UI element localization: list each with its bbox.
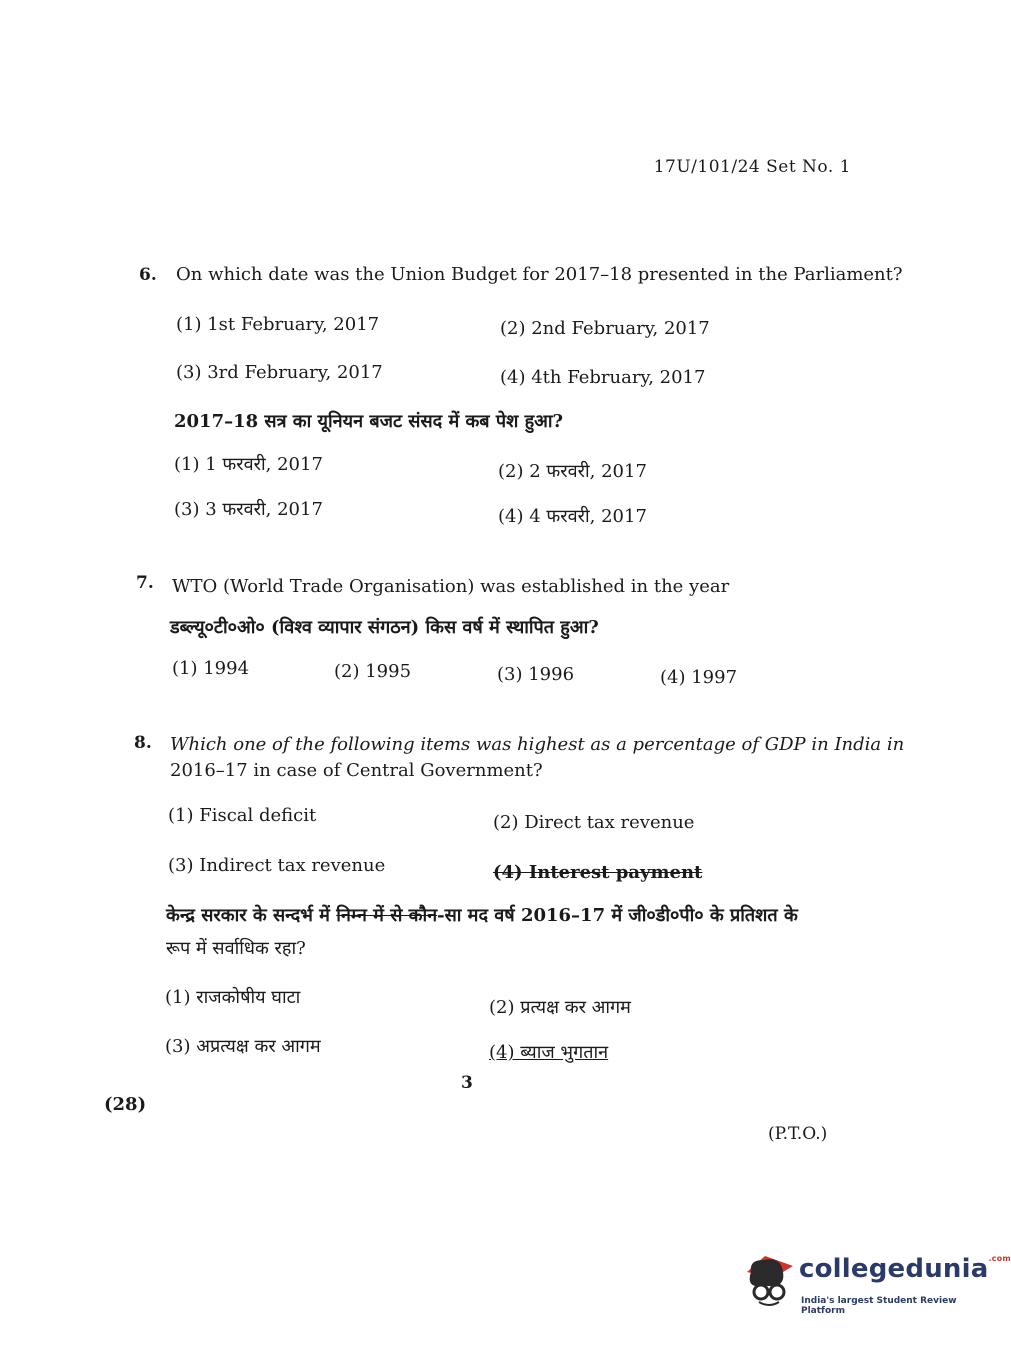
- question-8-hindi-text-line-1: [166, 903, 798, 927]
- pto-label: (P.T.O.): [768, 1124, 828, 1144]
- q8-hindi-option-2: (2) प्रत्यक्ष कर आगम: [489, 997, 631, 1018]
- question-6-hindi-text: 2017–18 सत्र का यूनियन बजट संसद में कब पेश हुआ?: [174, 411, 564, 432]
- q7-option-1: (1) 1994: [172, 658, 250, 679]
- question-6-text: On which date was the Union Budget for 2017–18 presented in the Parliament?: [176, 264, 903, 285]
- q8-hindi-option-4: (4) ब्याज भुगतान: [489, 1042, 609, 1063]
- question-7-hindi-text: डब्ल्यू०टी०ओ० (विश्व व्यापार संगठन) किस वर्ष में स्थापित हुआ?: [170, 617, 599, 638]
- mascot-logo-icon: [741, 1250, 797, 1310]
- question-8-number: 8.: [134, 733, 152, 753]
- q6-option-3: (3) 3rd February, 2017: [176, 362, 383, 383]
- q6-option-4: (4) 4th February, 2017: [500, 367, 706, 388]
- q8-option-2: (2) Direct tax revenue: [493, 812, 695, 833]
- question-8-text-line-1: Which one of the following items was highest as a percentage of GDP in India in: [170, 734, 905, 755]
- q6-option-2: (2) 2nd February, 2017: [500, 318, 710, 339]
- q7-option-3: (3) 1996: [497, 664, 575, 685]
- q6-hindi-option-3: (3) 3 फरवरी, 2017: [174, 499, 323, 520]
- q6-hindi-option-2: (2) 2 फरवरी, 2017: [498, 461, 647, 482]
- q8-option-3: (3) Indirect tax revenue: [168, 855, 386, 876]
- q7-option-2: (2) 1995: [334, 661, 412, 682]
- q8-hindi-option-1: (1) राजकोषीय घाटा: [165, 987, 301, 1008]
- question-7-number: 7.: [136, 573, 154, 593]
- brand-tagline: India's largest Student Review Platform: [801, 1296, 957, 1316]
- q7-option-4: (4) 1997: [660, 667, 738, 688]
- page-number: 3: [461, 1073, 473, 1093]
- question-8-hindi-text-line-2: रूप में सर्वाधिक रहा?: [166, 938, 306, 959]
- q8-hindi-line-1-start: केन्द्र सरकार के सन्दर्भ में: [166, 905, 337, 926]
- q8-option-4: (4) Interest payment: [493, 862, 703, 883]
- question-7-text: WTO (World Trade Organisation) was established in the year: [172, 576, 730, 597]
- question-8-text-line-2: 2016–17 in case of Central Government?: [170, 760, 543, 781]
- page-bracket-number: (28): [104, 1094, 147, 1115]
- brand-name: [799, 1254, 1011, 1284]
- q8-hindi-line-1-struck: निम्न में से कौन: [336, 905, 438, 926]
- set-code: 17U/101/24 Set No. 1: [653, 157, 851, 177]
- q8-hindi-option-3: (3) अप्रत्यक्ष कर आगम: [165, 1036, 321, 1057]
- q6-hindi-option-1: (1) 1 फरवरी, 2017: [174, 454, 323, 475]
- brand-suffix: .com: [988, 1254, 1011, 1263]
- q6-option-1: (1) 1st February, 2017: [176, 314, 380, 335]
- q8-option-1: (1) Fiscal deficit: [168, 805, 317, 826]
- q8-hindi-line-1-end: -सा मद वर्ष 2016–17 में जी०डी०पी० के प्रतिशत के: [437, 905, 798, 926]
- question-6-number: 6.: [139, 265, 157, 285]
- brand-watermark: [741, 1250, 1011, 1320]
- q6-hindi-option-4: (4) 4 फरवरी, 2017: [498, 506, 647, 527]
- brand-name-text: collegedunia: [799, 1254, 989, 1284]
